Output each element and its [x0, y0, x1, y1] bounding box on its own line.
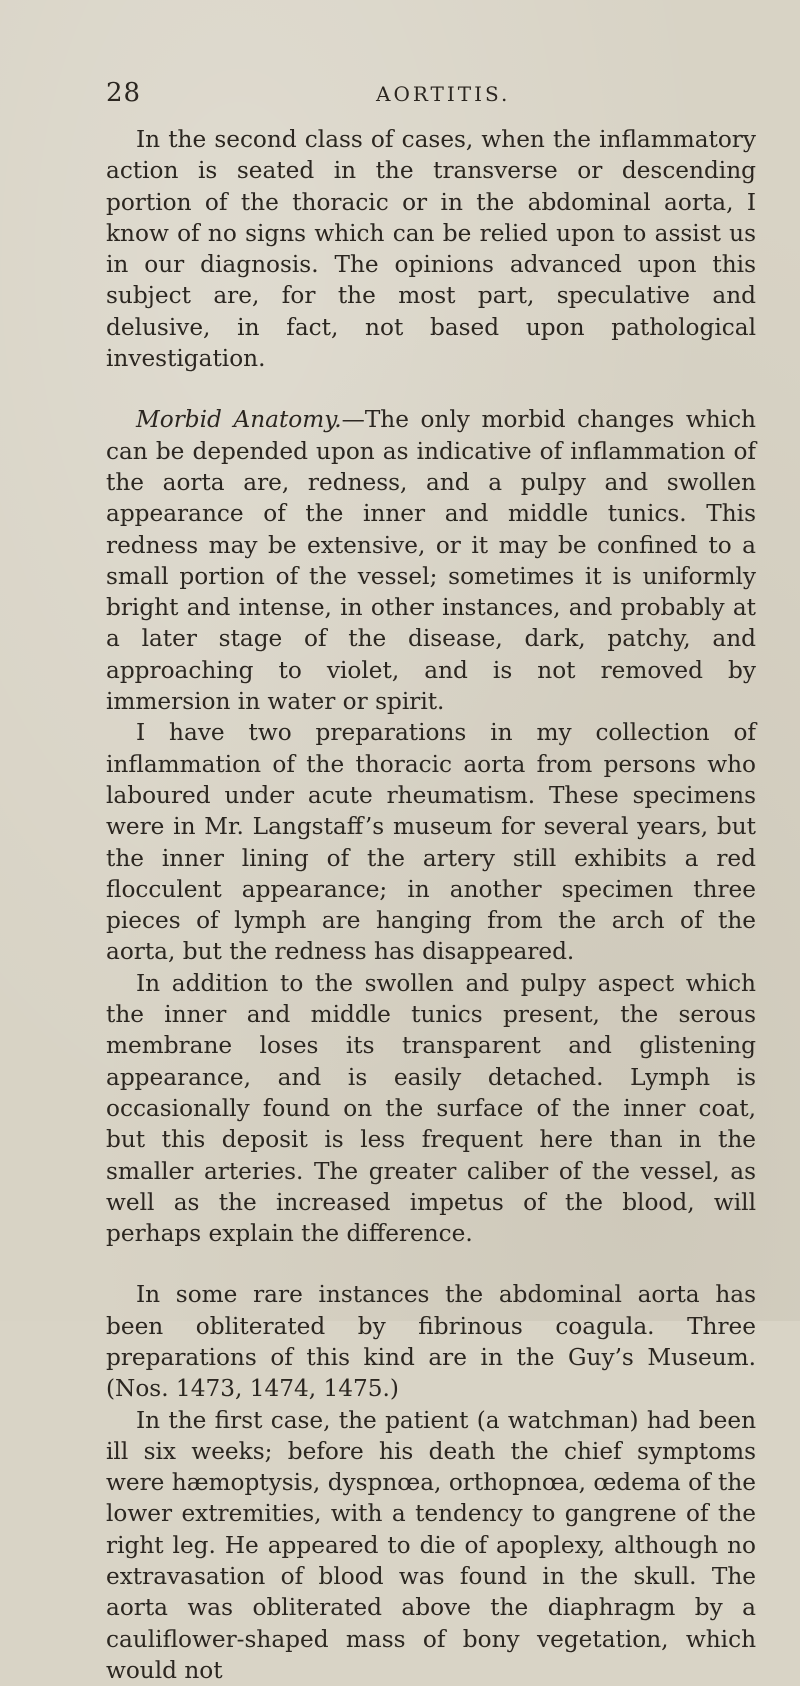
paragraph — [106, 968, 756, 1250]
running-head — [106, 78, 756, 108]
paragraph-text: In the first case, the patient (a watchman) had been ill six weeks; before his death the chief symptoms were hæmoptysis, dyspnœa, orthopnœa, œdema of the lower extremities, with a tendency to gangrene of the right leg. He appeared to die of apoplexy, although no extravasation of blood was found in the skull. The aorta was obliterated above the diaphragm by a cauliflower-shaped mass of bony vegetation, which would not — [106, 1406, 756, 1684]
page-number: 28 — [106, 78, 142, 108]
body-text — [106, 124, 756, 1686]
section-heading: Morbid Anatomy. — [136, 406, 342, 434]
paragraph — [106, 1405, 756, 1686]
paragraph — [106, 124, 756, 374]
paragraph — [106, 717, 756, 967]
paragraph-text: —The only morbid changes which can be depended upon as indicative of inflammation of the aorta are, redness, and a pulpy and swollen appearance of the inner and middle tunics. This redness may be extensive, or it may be confined to a small portion of the vessel; sometimes it is uniformly bright and intense, in other instances, and probably at a later stage of the disease, dark, patchy, and approaching to violet, and is not removed by immersion in water or spirit. — [106, 406, 756, 716]
running-title: AORTITIS. — [376, 82, 511, 106]
paragraph — [106, 1279, 756, 1404]
paragraph-text: In the second class of cases, when the inflammatory action is seated in the transverse or descending portion of the thoracic or in the abdominal aorta, I know of no signs which can be relied upon to assist us in our diagnosis. The opinions advanced upon this subject are, for the most part, speculative and delusive, in fact, not based upon pathological investigation. — [106, 126, 756, 373]
paragraph-text: In some rare instances the abdominal aorta has been obliterated by fibrinous coagula. Three preparations of this kind are in the Guy’s Museum. (Nos. 1473, 1474, 1475.) — [106, 1281, 756, 1403]
paragraph-text: I have two preparations in my collection of inflammation of the thoracic aorta from persons who laboured under acute rheumatism. These specimens were in Mr. Langstaff’s museum for several years, but the inner lining of the artery still exhibits a red flocculent appearance; in another specimen three pieces of lymph are hanging from the arch of the aorta, but the redness has disappeared. — [106, 719, 756, 966]
paragraph-text: In addition to the swollen and pulpy aspect which the inner and middle tunics present, the serous membrane loses its transparent and glistening appearance, and is easily detached. Lymph is occasionally found on the surface of the inner coat, but this deposit is less frequent here than in the smaller arteries. The greater caliber of the vessel, as well as the increased impetus of the blood, will perhaps explain the difference. — [106, 969, 756, 1248]
paragraph-morbid-anatomy — [106, 404, 756, 717]
